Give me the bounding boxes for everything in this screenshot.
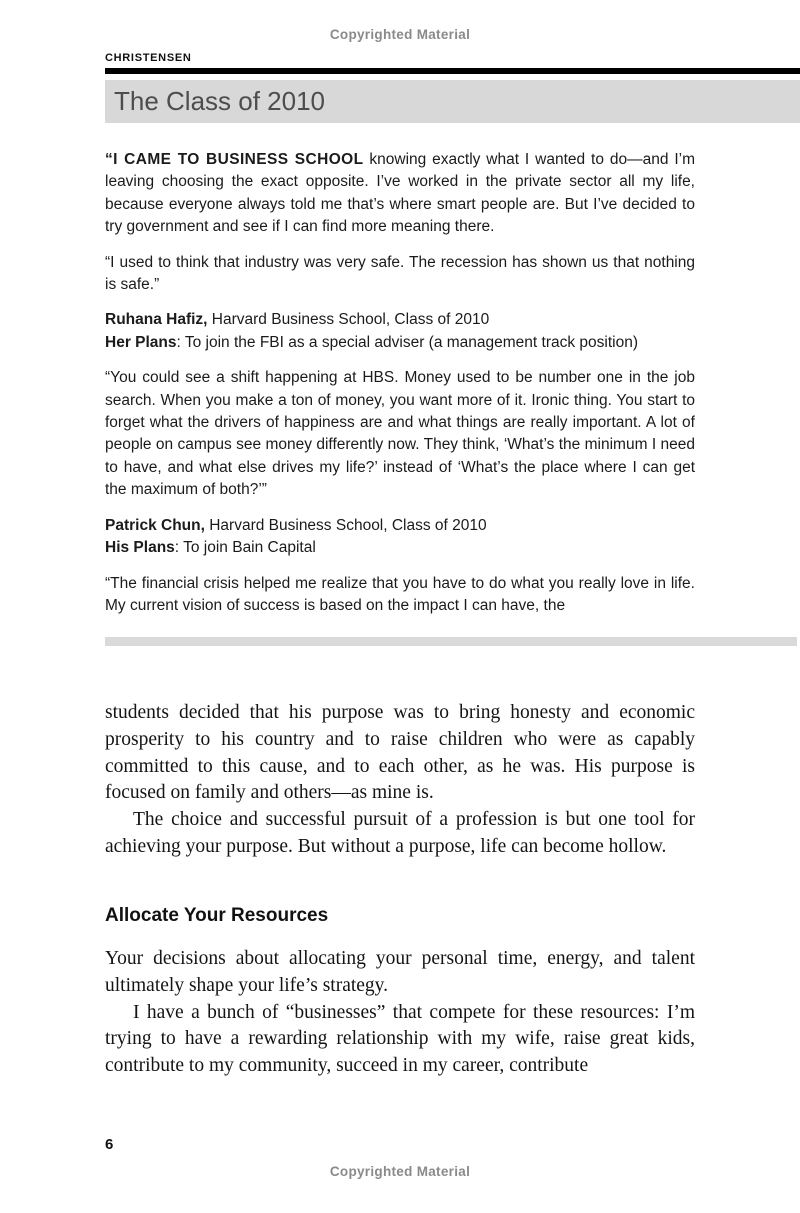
excerpt-paragraph-3: “You could see a shift happening at HBS. Money used to be number one in the job search. When you make a ton of money, you want more of it. Ironic thing. You start to forget what the drivers of happiness are and what things are really important. A lot of people on campus see money differently now. They think, ‘What’s the minimum I need to have, and what else drives my life?’ instead of ‘What’s the place where I can get the maximum of both?’” (105, 369, 695, 499)
attribution-2-name: Patrick Chun, (105, 516, 205, 534)
excerpt-paragraph-2: “I used to think that industry was very safe. The recession has shown us that nothing is safe.” (105, 253, 695, 294)
body-paragraph-4: I have a bunch of “businesses” that compete for these resources: I’m trying to have a rewarding relationship with my wife, raise great kids, contribute to my community, succeed in my career, contribute (105, 1001, 695, 1077)
attribution-2-plans-text: : To join Bain Capital (174, 539, 316, 557)
running-header: CHRISTENSEN (105, 52, 192, 64)
body-paragraph-3: Your decisions about allocating your personal time, energy, and talent ultimately shape your life’s strategy. (105, 948, 695, 996)
chapter-title-banner (105, 80, 800, 123)
attribution-1-name: Ruhana Hafiz, (105, 311, 208, 329)
attribution-2-plans-label: His Plans (105, 539, 175, 557)
copyright-watermark-top: Copyrighted Material (329, 27, 471, 42)
attribution-2-line-2 (105, 537, 695, 559)
excerpt-paragraph-1 (105, 149, 695, 239)
excerpt-section (105, 149, 695, 617)
page-number: 6 (105, 1136, 114, 1153)
excerpt-paragraph-4: “The financial crisis helped me realize that you have to do what you really love in life. My current vision of success is based on the impact I can have, the (105, 574, 695, 614)
attribution-2-line-1 (105, 515, 695, 537)
attribution-1-plans-text: : To join the FBI as a special adviser (a management track position) (176, 333, 639, 351)
page-content (105, 0, 800, 1080)
body-text-section (105, 700, 695, 1079)
attribution-1-school: Harvard Business School, Class of 2010 (207, 311, 490, 329)
attribution-1 (105, 309, 695, 354)
excerpt-paragraph-1-text: knowing exactly what I wanted to do—and I’m leaving choosing the exact opposite. I’ve worked in the private sector all my life, because everyone always told me that’s where smart people are. But I’ve decided to try government and see if I can find more meaning there. (105, 151, 695, 236)
attribution-1-plans-label: Her Plans (105, 333, 177, 351)
attribution-2 (105, 515, 695, 560)
attribution-1-line-1 (105, 309, 695, 331)
section-heading: Allocate Your Resources (105, 904, 329, 926)
copyright-watermark-bottom: Copyrighted Material (329, 1164, 471, 1179)
header-rule (105, 68, 800, 74)
attribution-1-line-2 (105, 332, 695, 354)
body-paragraph-1: students decided that his purpose was to bring honesty and economic prosperity to his country and to raise children who were as capably committed to this cause, and to each other, as he was. His purpose is focused on family and others—as mine is. (105, 702, 695, 804)
excerpt-lead-in: “I CAME TO BUSINESS SCHOOL (105, 151, 364, 168)
chapter-title: The Class of 2010 (114, 86, 326, 116)
body-paragraph-2: The choice and successful pursuit of a profession is but one tool for achieving your purpose. But without a purpose, life can become hollow. (105, 809, 695, 857)
page-break-divider (105, 637, 797, 646)
attribution-2-school: Harvard Business School, Class of 2010 (204, 516, 487, 534)
